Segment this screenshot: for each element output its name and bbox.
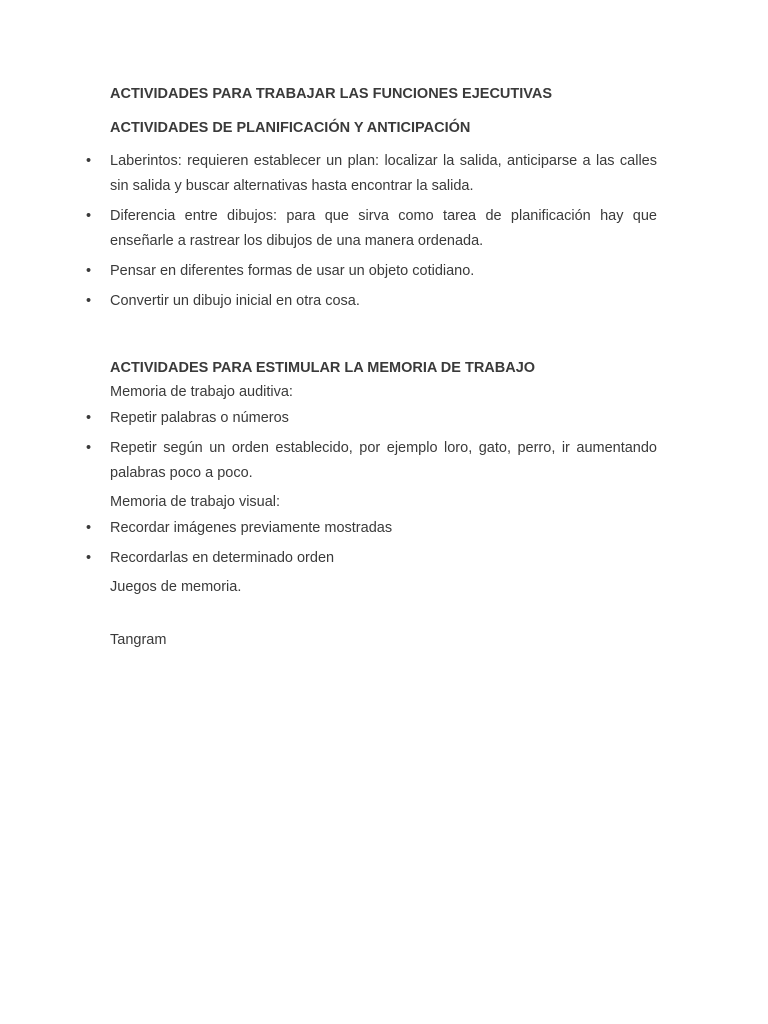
section-heading-planning: ACTIVIDADES DE PLANIFICACIÓN Y ANTICIPACIÓN <box>110 120 471 136</box>
section-heading-working-memory: ACTIVIDADES PARA ESTIMULAR LA MEMORIA DE TRABAJO <box>110 360 536 376</box>
bullet-icon: • <box>86 263 92 279</box>
bullet-icon: • <box>86 440 92 456</box>
list-item-text: Convertir un dibujo inicial en otra cosa. <box>110 293 360 309</box>
list-item-text: Pensar en diferentes formas de usar un objeto cotidiano. <box>110 263 475 279</box>
bullet-icon: • <box>86 293 92 309</box>
list-item-text: Recordarlas en determinado orden <box>110 550 335 566</box>
document-title: ACTIVIDADES PARA TRABAJAR LAS FUNCIONES EJECUTIVAS <box>110 86 553 102</box>
memory-games-text: Juegos de memoria. <box>110 579 242 595</box>
bullet-icon: • <box>86 153 92 169</box>
list-item-text: Diferencia entre dibujos: para que sirva como tarea de planificación hay que enseñarle a rastrear los dibujos de una manera ordenada. <box>110 208 657 249</box>
list-item-text: Repetir según un orden establecido, por ejemplo loro, gato, perro, ir aumentando palabras poco a poco. <box>110 440 657 481</box>
bullet-icon: • <box>86 550 92 566</box>
bullet-icon: • <box>86 520 92 536</box>
tangram-text: Tangram <box>110 632 167 648</box>
visual-memory-label: Memoria de trabajo visual: <box>110 494 281 510</box>
list-item-text: Laberintos: requieren establecer un plan: localizar la salida, anticiparse a las calles sin salida y buscar alternativas hasta encontrar la salida. <box>110 153 657 194</box>
list-item-text: Recordar imágenes previamente mostradas <box>110 520 393 536</box>
bullet-icon: • <box>86 208 92 224</box>
list-item-text: Repetir palabras o números <box>110 410 289 426</box>
auditory-memory-label: Memoria de trabajo auditiva: <box>110 384 293 400</box>
bullet-icon: • <box>86 410 92 426</box>
